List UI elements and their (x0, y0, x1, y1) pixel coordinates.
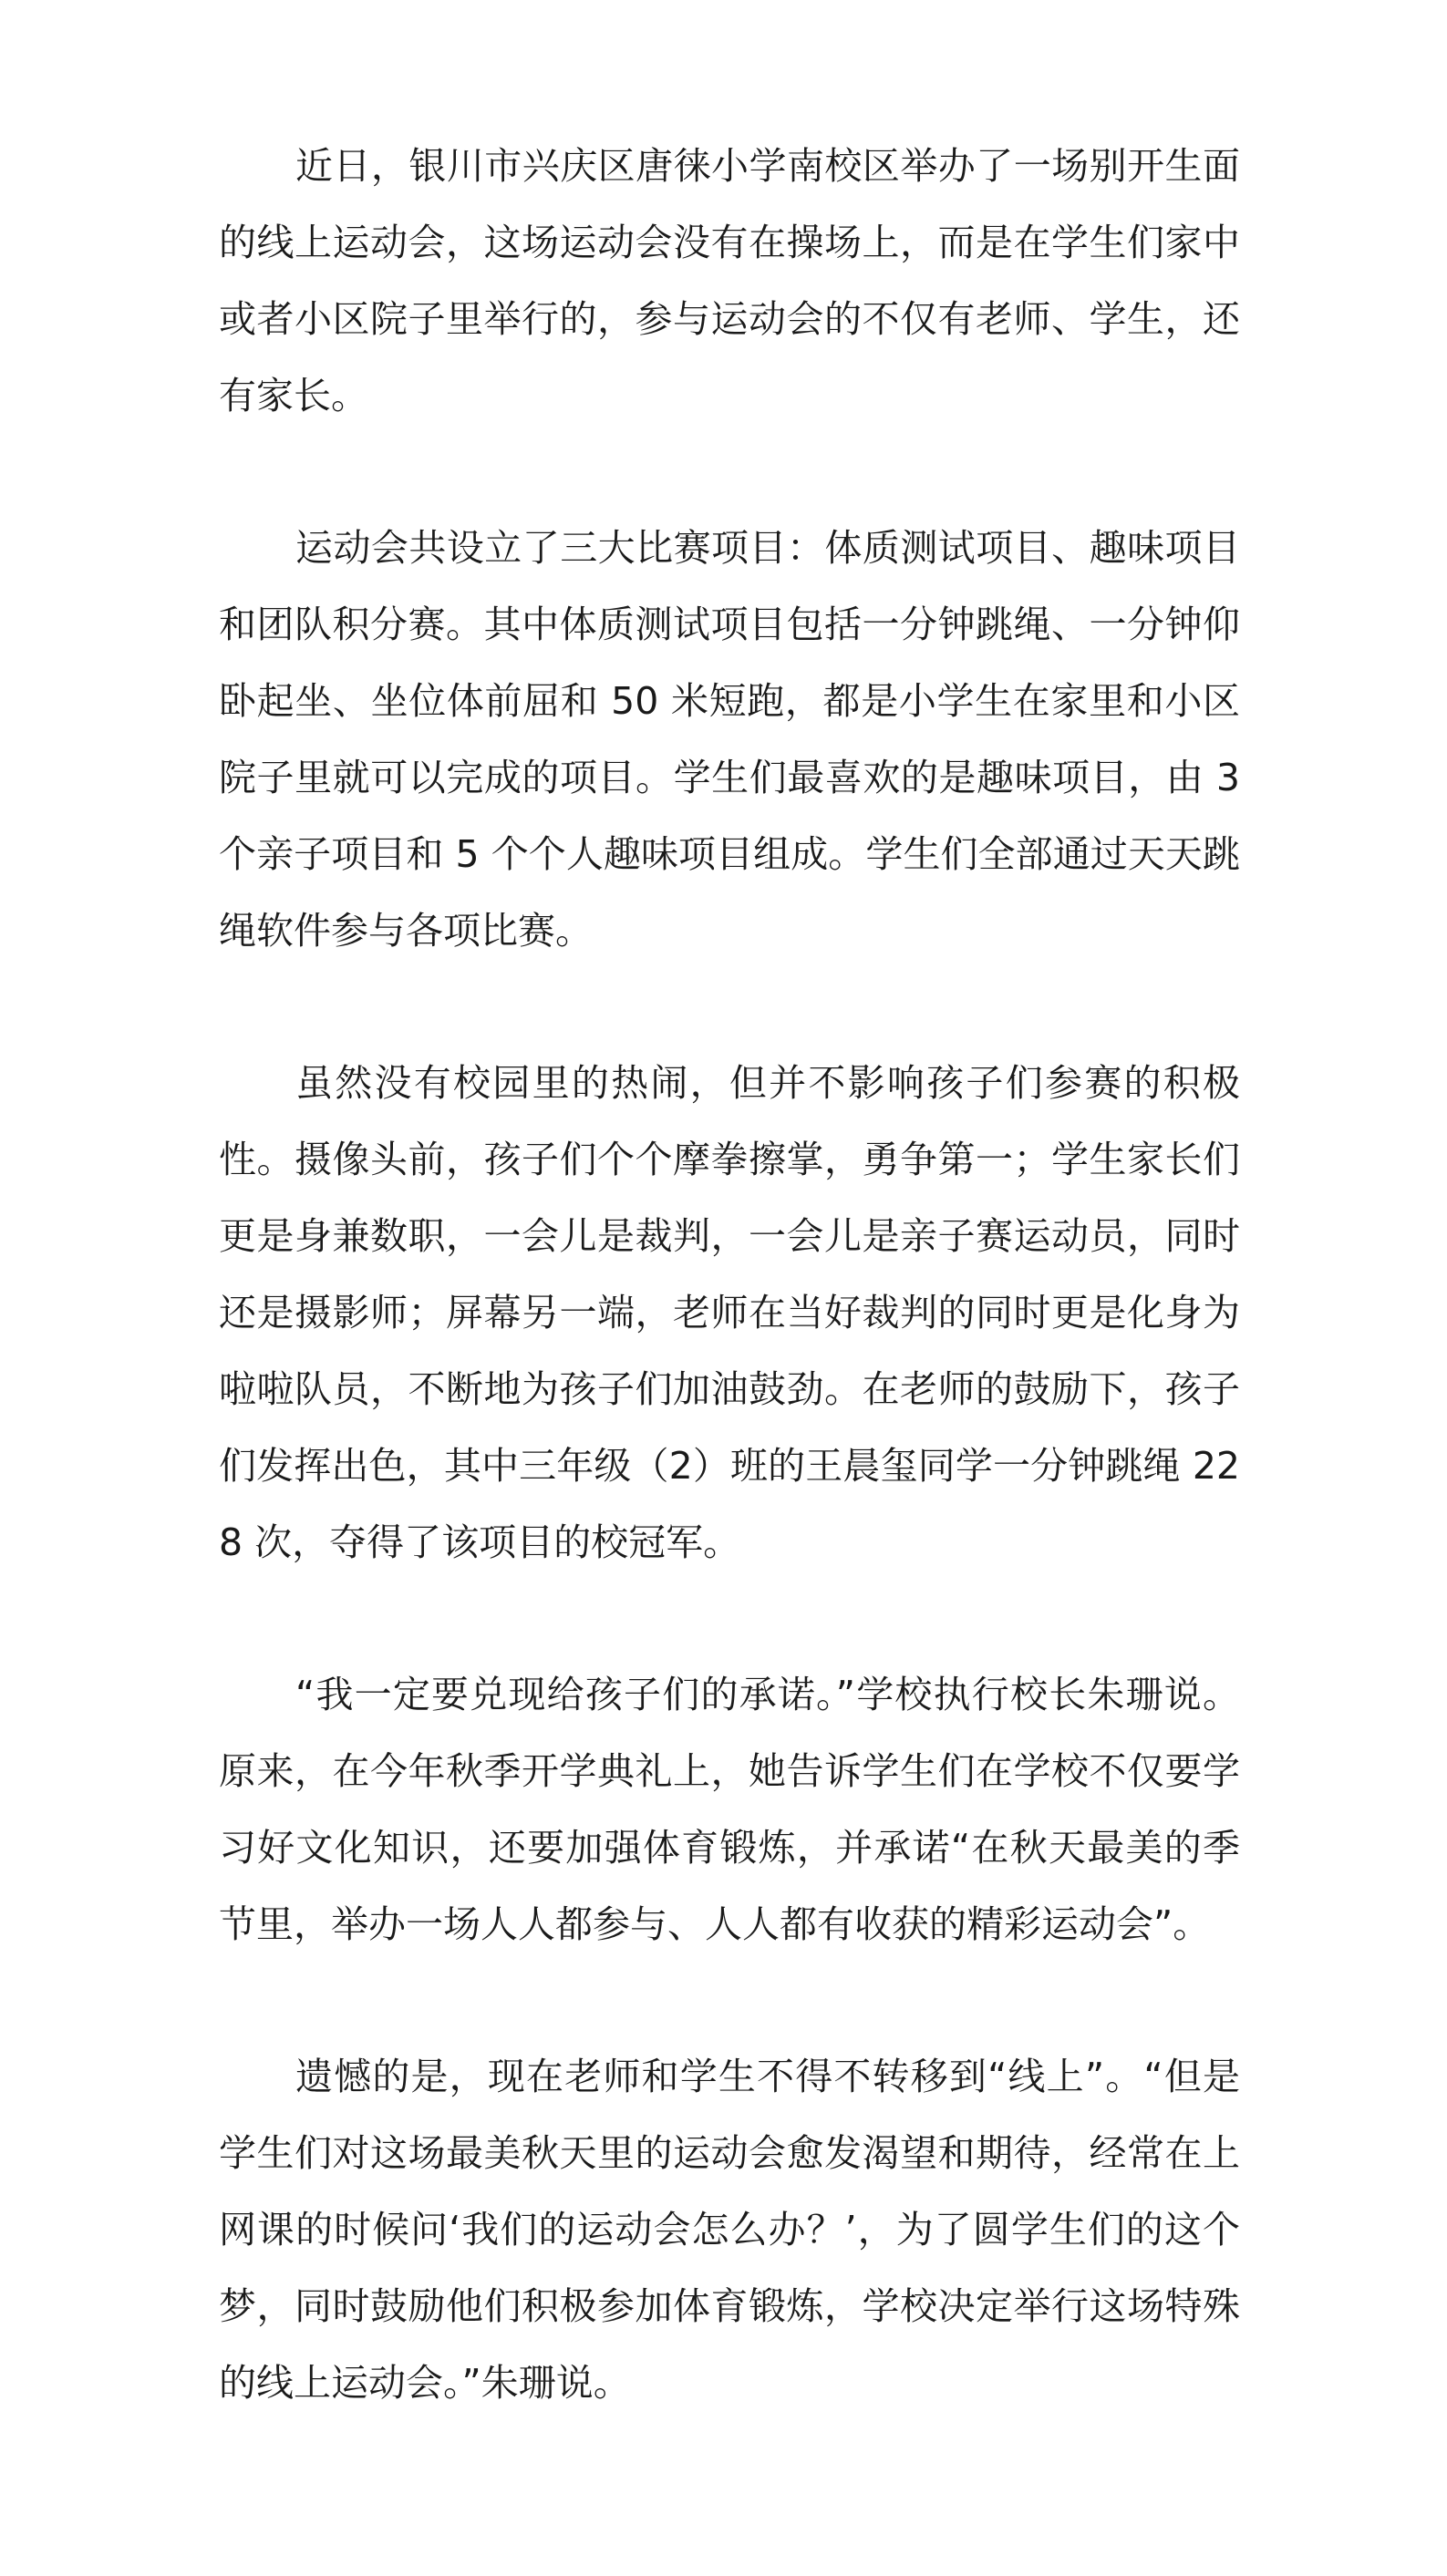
paragraph-2: 运动会共设立了三大比赛项目：体质测试项目、趣味项目和团队积分赛。其中体质测试项目包括一分钟跳绳、一分钟仰卧起坐、坐位体前屈和 50 米短跑，都是小学生在家里和小区院子里就可以完成的项目。学生们最喜欢的是趣味项目，由 3 个亲子项目和 5 个个人趣味项目组成。学生们全部通过天天跳绳软件参与各项比赛。 (219, 526, 1240, 953)
document-body (219, 128, 1240, 2497)
paragraph-5: 遗憾的是，现在老师和学生不得不转移到“线上”。“但是学生们对这场最美秋天里的运动会愈发渴望和期待，经常在上网课的时候问‘我们的运动会怎么办？’，为了圆学生们的这个梦，同时鼓励他们积极参加体育锻炼，学校决定举行这场特殊的线上运动会。”朱珊说。 (219, 2055, 1240, 2405)
paragraph-4: “我一定要兑现给孩子们的承诺。”学校执行校长朱珊说。原来，在今年秋季开学典礼上，她告诉学生们在学校不仅要学习好文化知识，还要加强体育锻炼，并承诺“在秋天最美的季节里，举办一场人人都参与、人人都有收获的精彩运动会”。 (219, 1673, 1240, 1946)
paragraph-3: 虽然没有校园里的热闹，但并不影响孩子们参赛的积极性。摄像头前，孩子们个个摩拳擦掌，勇争第一；学生家长们更是身兼数职，一会儿是裁判，一会儿是亲子赛运动员，同时还是摄影师；屏幕另一端，老师在当好裁判的同时更是化身为啦啦队员，不断地为孩子们加油鼓劲。在老师的鼓励下，孩子们发挥出色，其中三年级（2）班的王晨玺同学一分钟跳绳 228 次，夺得了该项目的校冠军。 (219, 1061, 1240, 1564)
paragraph-1: 近日，银川市兴庆区唐徕小学南校区举办了一场别开生面的线上运动会，这场运动会没有在操场上，而是在学生们家中或者小区院子里举行的，参与运动会的不仅有老师、学生，还有家长。 (219, 144, 1240, 417)
